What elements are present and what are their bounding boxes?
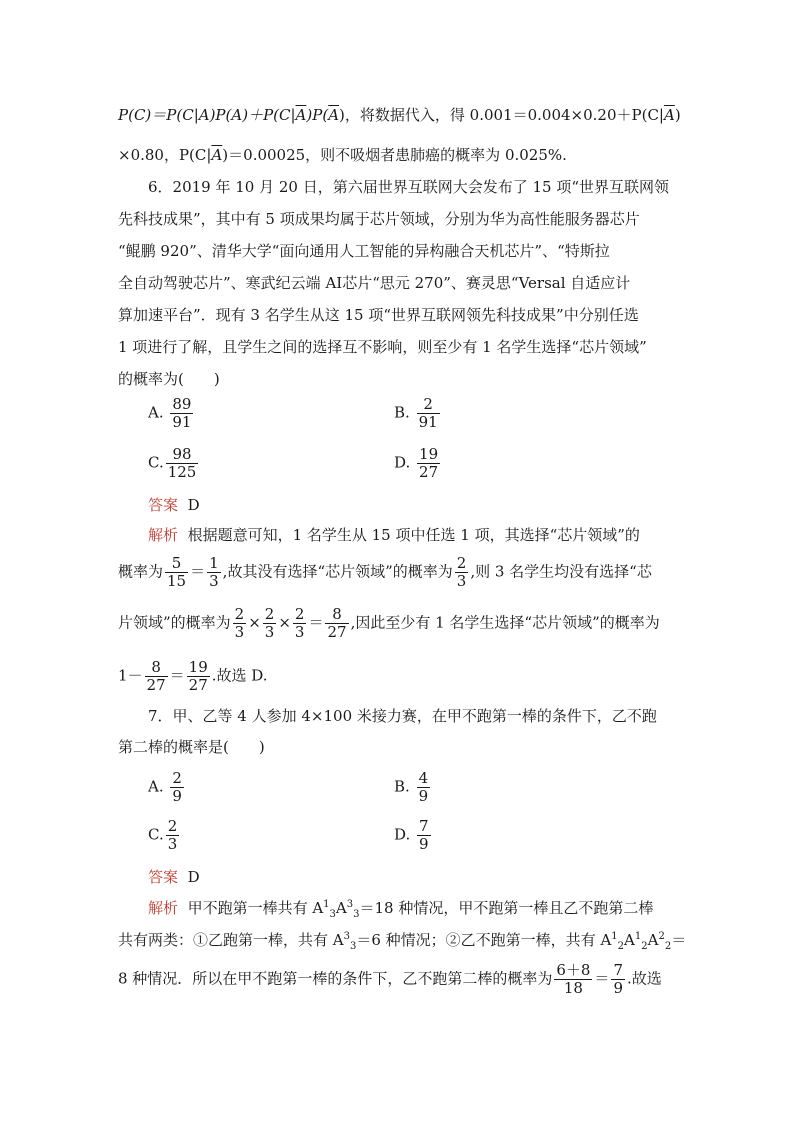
q7-analysis-line-2 [118,929,686,951]
text: 2 [617,941,625,952]
q7-analysis-line-1 [148,897,653,919]
text: A. [148,403,164,422]
q7-option-d [394,818,433,853]
text: )P( [306,106,329,124]
q7-option-b [394,770,432,805]
q6-analysis-line-3 [118,606,660,641]
fraction [166,446,199,481]
text: 15 [167,572,187,590]
text: B. [394,403,410,422]
text: 2 [264,605,275,623]
fraction [325,606,348,641]
text: P(C)＝P(C|A)P(A)＋P(C| [118,106,296,124]
text: 3 [264,623,275,641]
fraction [417,396,440,431]
text: ＝ [169,666,185,685]
q6-option-c [148,446,200,481]
text: A [335,899,347,917]
text: 3 [209,572,219,590]
text: D. [394,825,411,844]
text: ,因此至少有 1 名学生选择“芯片领域”的概率为 [350,613,660,632]
text: 3 [329,909,336,920]
text: 3 [167,835,178,853]
text: 125 [167,463,197,481]
text: 2 [641,941,648,952]
text: ＝ [671,931,687,949]
text: 5 [165,555,188,573]
text: ×0.80，P(C| [118,146,212,164]
text: .故选 D. [211,666,268,685]
q6-answer [148,494,200,516]
analysis-label: 解析 [148,899,179,917]
fraction [187,659,210,694]
text: 8 种情况．所以在甲不跑第一棒的条件下，乙不跑第二棒的概率为 [118,969,553,988]
text: 91 [172,413,192,431]
text: 27 [146,676,166,694]
text: 6＋8 [556,961,591,979]
q6-text-line-5: 算加速平台”．现有 3 名学生从这 15 项“世界互联网领先科技成果”中分别任选 [118,306,639,324]
text: 98 [166,446,199,464]
fraction [417,446,440,481]
prev-formula-line-1 [118,104,681,126]
text: 9 [419,835,429,853]
text: 4 [418,769,429,787]
fraction [455,555,469,590]
q6-text-line-4: 全自动驾驶芯片”、寒武纪云端 AI芯片“思元 270”、赛灵思“Versal 自适应计 [118,274,631,292]
fraction [554,962,592,997]
text: )＝0.00025，则不吸烟者患肺癌的概率为 0.025%. [222,146,567,164]
text: 2 [167,817,178,835]
fraction [611,962,625,997]
fraction [170,396,193,431]
text: 2 [234,605,245,623]
prev-formula-line-2 [118,144,567,166]
text: A [647,931,659,949]
text: ,则 3 名学生均没有选择“芯 [470,562,652,581]
answer-label: 答案 [148,868,179,886]
text: ) [674,106,681,124]
q6-text-line-2: 先科技成果”，其中有 5 项成果均属于芯片领域，分别为华为高性能服务器芯片 [118,210,640,228]
text: × [248,613,261,632]
text: 1 [611,931,618,942]
answer-label: 答案 [148,496,179,514]
q7-text-line-1: 7．甲、乙等 4 人参加 4×100 米接力赛，在甲不跑第一棒的条件下，乙不跑 [148,707,657,725]
text: 27 [419,463,439,481]
text: C. [148,825,164,844]
text: 8 [325,606,348,624]
text: 1 [323,899,330,910]
text: 3 [234,623,245,641]
text: 2 [456,554,467,572]
q7-text-line-2: 第二棒的概率是( ) [118,738,265,756]
q7-option-a [148,770,186,805]
text: 片领域”的概率为 [118,613,231,632]
q6-text-line-3: “鲲鹏 920”、清华大学“面向通用人工智能的异构融合天机芯片”、“特斯拉 [118,242,610,260]
text: 3 [456,572,467,590]
fraction [293,606,307,641]
text: 18 [563,979,583,997]
text: 3 [346,899,354,910]
text: 7 [613,961,623,979]
fraction [170,770,184,805]
text: $\overline{A}$ [211,146,223,164]
text: 甲不跑第一棒共有 A [187,899,324,917]
text: D [187,496,200,514]
text: 9 [172,787,182,805]
text: ＝ [308,613,324,632]
text: ＝18 种情况，甲不跑第一棒且乙不跑第二棒 [359,899,654,917]
text: )，将数据代入，得 0.001＝0.004×0.20＋P(C| [339,106,664,124]
text: 19 [419,445,439,463]
text: A. [148,777,164,796]
text: 1 [634,931,642,942]
q6-text-line-6: 1 项进行了解，且学生之间的选择互不影响，则至少有 1 名学生选择“芯片领域” [118,338,647,356]
text: 89 [172,395,192,413]
fraction [417,818,431,853]
text: D. [394,453,411,472]
text: 3 [349,941,357,952]
q7-analysis-line-3 [118,962,662,997]
text: ＝6 种情况；②乙不跑第一棒，共有 A [356,931,612,949]
text: 概率为 [118,562,164,581]
text: 2 [417,396,440,414]
text: 19 [188,658,208,676]
text: .故选 [626,969,662,988]
text: $\overline{A}$ [328,106,340,124]
q7-answer [148,866,200,888]
text: 7 [419,817,429,835]
text: ＝ [594,969,610,988]
text: 3 [294,623,305,641]
fraction [165,555,188,590]
text: 27 [327,623,347,641]
text: B. [394,777,410,796]
text: ＝ [190,562,206,581]
text: 9 [613,979,623,997]
text: 2 [664,941,672,952]
fraction [417,770,431,805]
text: 3 [353,909,360,920]
text: × [278,613,291,632]
text: 2 [172,769,182,787]
q6-option-a [148,396,195,431]
text: ,故其没有选择“芯片领域”的概率为 [222,562,453,581]
text: 2 [294,605,305,623]
text: 91 [418,413,438,431]
text: 9 [418,787,429,805]
text: 根据题意可知，1 名学生从 15 项中任选 1 项，其选择“芯片领域”的 [187,526,640,544]
text: C. [148,453,164,472]
fraction [207,555,221,590]
fraction [263,606,277,641]
q6-analysis-line-2 [118,555,652,590]
q6-option-d [394,446,442,481]
text: 1 [209,554,219,572]
text: $\overline{A}$ [295,106,307,124]
analysis-label: 解析 [148,526,179,544]
text: D [187,868,200,886]
q6-text-line-7: 的概率为( ) [118,370,220,388]
text: A [624,931,635,949]
fraction [145,659,168,694]
text: 3 [343,931,350,942]
q6-analysis-line-1 [148,524,640,546]
text: 2 [658,931,665,942]
text: 共有两类：①乙跑第一棒，共有 A [118,931,344,949]
q7-option-c [148,818,181,853]
fraction [166,818,180,853]
q6-text-line-1: 6．2019 年 10 月 20 日，第六届世界互联网大会发布了 15 项“世界互联网领 [148,178,670,196]
text: 8 [145,659,168,677]
q6-analysis-line-4 [118,659,268,694]
fraction [233,606,247,641]
text: 1－ [118,666,143,685]
q6-option-b [394,396,442,431]
text: $\overline{A}$ [663,106,675,124]
text: 27 [188,676,208,694]
